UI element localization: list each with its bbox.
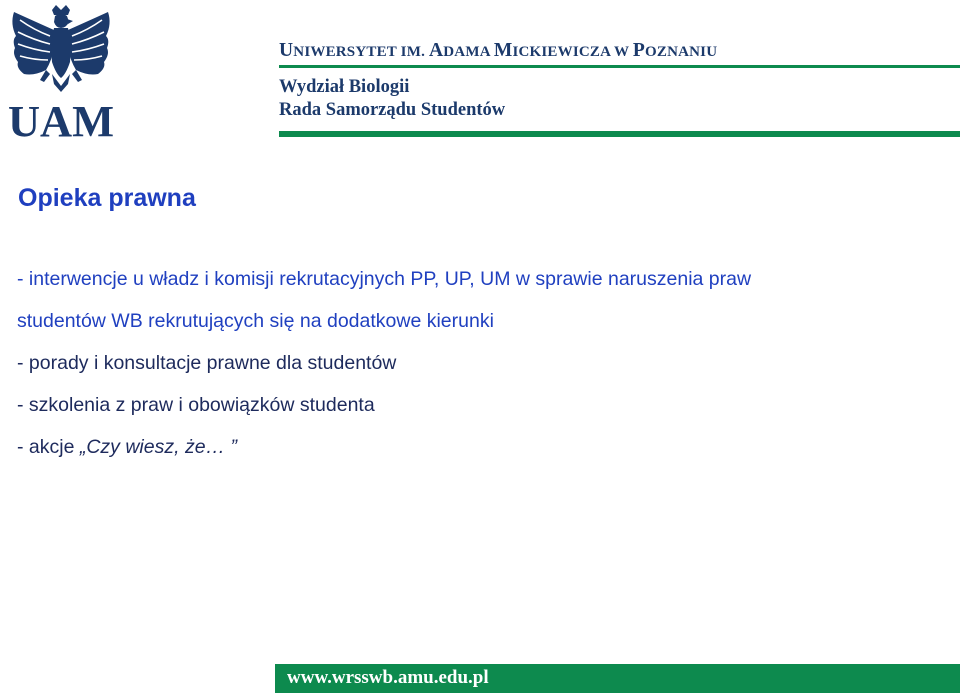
- header-divider-bottom: [279, 131, 960, 137]
- content-list: [17, 258, 917, 468]
- campaign-name: „Czy wiesz, że… ”: [79, 436, 237, 458]
- logo-text: UAM: [8, 97, 114, 138]
- eagle-body: [51, 28, 70, 78]
- header-divider-top: [279, 65, 960, 68]
- list-item-training: - szkolenia z praw i obowiązków studenta: [17, 394, 375, 416]
- list-item-interventions: [17, 258, 917, 342]
- uam-logo: [6, 4, 116, 138]
- list-item-line: - interwencje u władz i komisji rekrutacyjnych PP, UP, UM w sprawie naruszenia praw: [17, 268, 752, 290]
- page-title: Opieka prawna: [18, 184, 196, 212]
- footer-bar: [275, 664, 960, 693]
- eagle-head: [54, 14, 69, 28]
- list-item-line: studentów WB rekrutujących się na dodatkowe kierunki: [17, 310, 494, 332]
- faculty-name: Wydział Biologii: [279, 77, 410, 97]
- faculty-block: [279, 76, 505, 122]
- council-name: Rada Samorządu Studentów: [279, 100, 506, 120]
- list-item-campaign: - akcje „Czy wiesz, że… ”: [17, 436, 237, 458]
- list-item-advice: - porady i konsultacje prawne dla studentów: [17, 352, 397, 374]
- university-name: UNIWERSYTET IM. ADAMA MICKIEWICZA W POZNANIU: [279, 40, 718, 61]
- eagle-crown: [52, 5, 70, 15]
- footer-url[interactable]: www.wrsswb.amu.edu.pl: [287, 667, 489, 688]
